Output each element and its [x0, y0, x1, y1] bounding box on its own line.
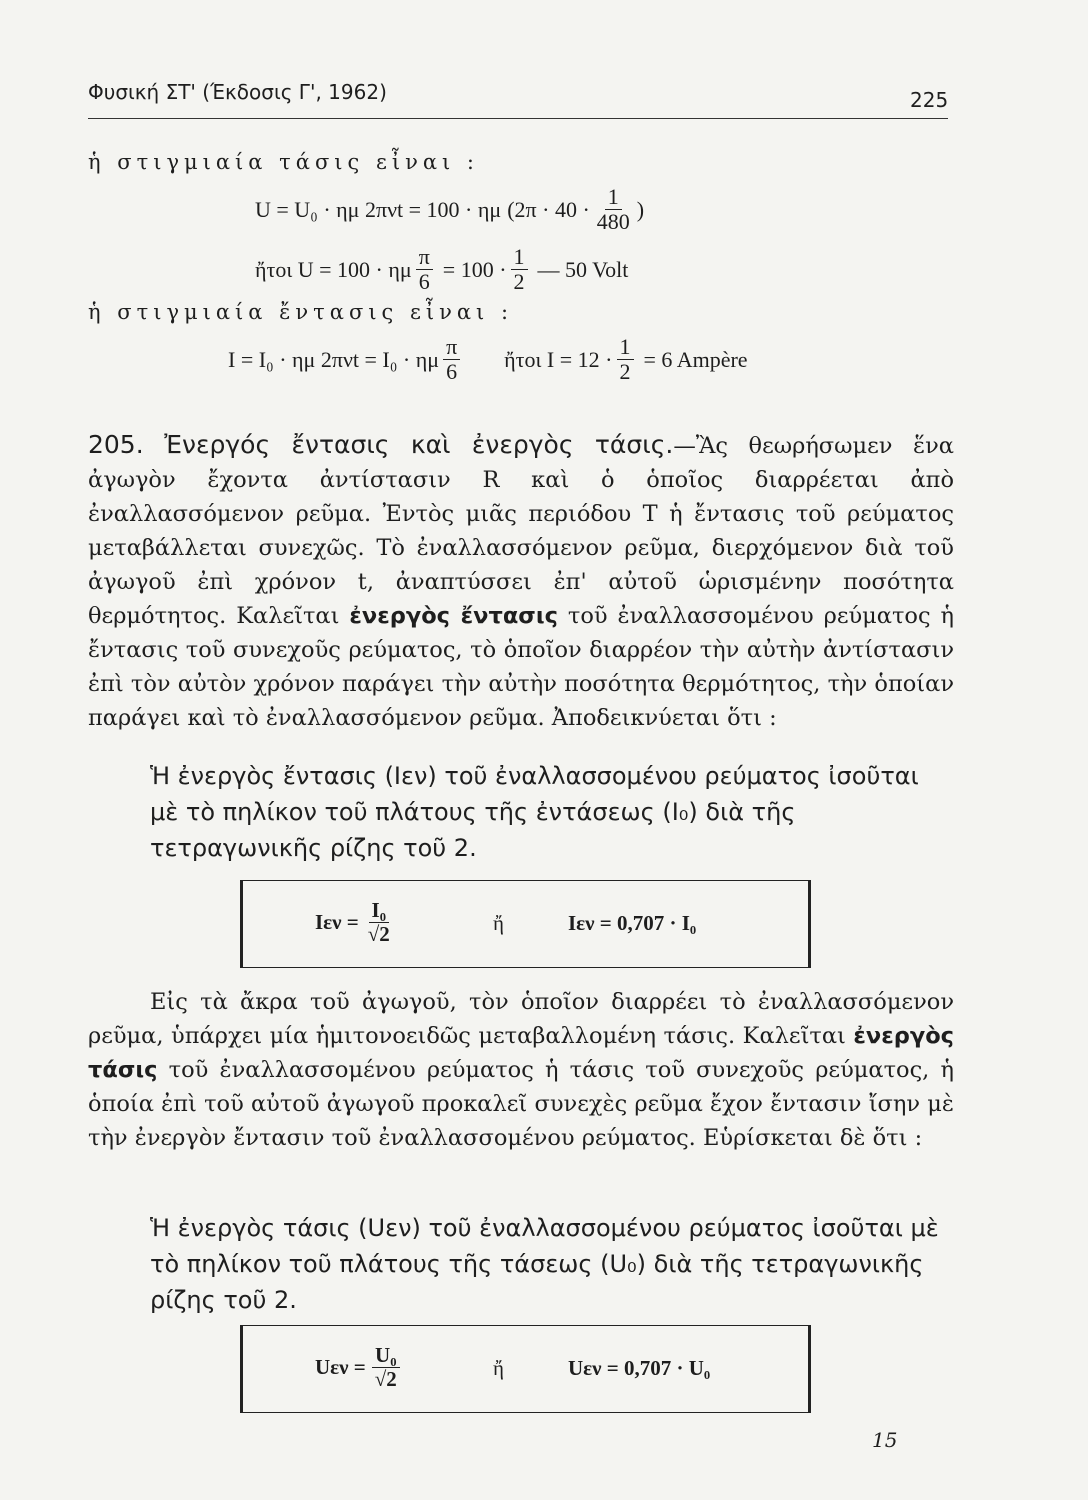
- page-number: 225: [910, 88, 949, 112]
- eq1-num: 1: [605, 185, 622, 210]
- header-rule: [88, 118, 948, 119]
- box1-num: I₀: [369, 899, 389, 923]
- eq3-den2: 2: [619, 359, 631, 385]
- statement-active-current: Ἡ ἐνεργὸς ἔντασις (Iεν) τοῦ ἐναλλασσομένου ρεύματος ἰσοῦται μὲ τὸ πηλίκον τοῦ πλάτους τῆς ἐντάσεως (I₀) διὰ τῆς τετραγωνικῆς ρίζης τοῦ 2.: [150, 762, 919, 862]
- eq1-fraction: [594, 185, 633, 234]
- eq2-frac-den: 6: [418, 269, 430, 295]
- equation-current: [228, 335, 748, 384]
- eq2-rhs: — 50 Volt: [537, 256, 629, 282]
- eq2-num: 1: [511, 245, 528, 270]
- para2-text-b: τοῦ ἐναλλασσομένου ρεύματος ἡ τάσις τοῦ συνεχοῦς ρεύματος, ἡ ὁποία ἐπὶ τοῦ αὐτοῦ ἀγωγοῦ προκαλεῖ συνεχὲς ρεῦμα ἔχον ἔντασιν ἴσην μὲ τὴν ἐνεργὸν ἔντασιν τοῦ ἐναλλασσομένου ρεύματος. Εὑρίσκεται δὲ ὅτι :: [88, 1057, 954, 1151]
- section-text-b: τοῦ ἐναλλασσομένου ρεύματος ἡ ἔντασις τοῦ συνεχοῦς ρεύματος, τὸ ὁποῖον διαρρέον τὴν αὐτὴν ἀντίστασιν ἐπὶ τὸν αὐτὸν χρόνον παράγει τὴν αὐτὴν ποσότητα θερμότητος, τὴν ὁποίαν παράγει καὶ τὸ ἐναλλασσόμενον ρεῦμα. Ἀποδεικνύεται ὅτι :: [88, 603, 955, 731]
- eq3-num: π: [443, 335, 460, 360]
- box1-lhs: Iεν =: [315, 910, 359, 935]
- box2-rhs: Uεν = 0,707 · U₀: [568, 1356, 711, 1380]
- formula-box-voltage: [240, 1325, 811, 1413]
- box1-rhs: Iεν = 0,707 · I₀: [568, 911, 697, 935]
- eq2-frac-num: π: [416, 245, 433, 270]
- term-active-voltage: ἐνεργὸς τάσις: [88, 1023, 954, 1083]
- eq2-fraction-2: [511, 245, 528, 294]
- book-title: Φυσική ΣΤ' (Έκδοσις Γ', 1962): [88, 80, 387, 104]
- box2-num: U₀: [372, 1344, 399, 1368]
- eq2-den: 2: [513, 269, 525, 295]
- eq3-rhs: = 6 Ampère: [643, 346, 748, 372]
- eq3-den: 6: [446, 359, 458, 385]
- term-active-current: ἐνεργὸς ἔντασις: [349, 603, 558, 629]
- inst-voltage-label: ἡ στιγμιαία τάσις εἶναι :: [88, 150, 479, 174]
- box2-or: ἤ: [493, 1356, 504, 1380]
- equation-voltage-1: [255, 185, 644, 234]
- section-text-a: —Ἂς θεωρήσωμεν ἕνα ἀγωγὸν ἔχοντα ἀντίστασιν R καὶ ὁ ὁποῖος διαρρέεται ἀπὸ ἐναλλασσόμενον ρεῦμα. Ἐντὸς μιᾶς περιόδου T ἡ ἔντασις τοῦ ρεύματος μεταβάλλεται συνεχῶς. Τὸ ἐναλλασσόμενον ρεῦμα, διερχόμενον διὰ τοῦ ἀγωγοῦ ἐπὶ χρόνον t, ἀναπτύσσει ἐπ' αὐτοῦ ὡρισμένην ποσότητα θερμότητος. Καλεῖται: [88, 433, 954, 629]
- section-number: 205.: [88, 430, 144, 459]
- inst-current-label: ἡ στιγμιαία ἔντασις εἶναι :: [88, 300, 514, 324]
- eq1-lhs: U = U₀ · ημ 2πνt = 100 · ημ: [255, 196, 502, 222]
- eq2-fraction: [416, 245, 433, 294]
- box1-or: ἤ: [493, 911, 504, 935]
- box2-den: √2: [374, 1367, 397, 1392]
- box1-den: √2: [367, 922, 390, 947]
- eq3-fraction-2: [617, 335, 634, 384]
- eq2-lhs: ἤτοι U = 100 · ημ: [255, 256, 412, 282]
- box1-fraction: [365, 899, 393, 946]
- equation-voltage-2: [255, 245, 628, 294]
- printer-signature: 15: [872, 1428, 898, 1452]
- eq2-mid: = 100 ·: [442, 256, 507, 282]
- box2-fraction: [372, 1344, 400, 1391]
- statement-active-voltage: Ἡ ἐνεργὸς τάσις (Uεν) τοῦ ἐναλλασσομένου ρεύματος ἰσοῦται μὲ τὸ πηλίκον τοῦ πλάτους τῆς τάσεως (U₀) διὰ τῆς τετραγωνικῆς ρίζης τοῦ 2.: [150, 1214, 939, 1314]
- section-205-paragraph: [88, 428, 954, 735]
- box1-formula-left: [315, 899, 397, 946]
- para2-text-a: Εἰς τὰ ἄκρα τοῦ ἀγωγοῦ, τὸν ὁποῖον διαρρέει τὸ ἐναλλασσόμενον ρεῦμα, ὑπάρχει μία ἡμιτονοειδῶς μεταβαλλομένη τάσις. Καλεῖται: [88, 989, 954, 1049]
- eq3-fraction: [443, 335, 460, 384]
- box2-lhs: Uεν =: [315, 1355, 366, 1380]
- box2-formula-left: [315, 1344, 404, 1391]
- eq1-close: ): [636, 196, 645, 222]
- eq1-open: (2π · 40 ·: [507, 196, 590, 222]
- eq3-num2: 1: [617, 335, 634, 360]
- eq3-mid: ἤτοι I = 12 ·: [504, 346, 613, 372]
- paragraph-active-voltage: [88, 985, 954, 1155]
- section-title: Ἐνεργός ἔντασις καὶ ἐνεργὸς τάσις.: [164, 430, 674, 459]
- eq1-den: 480: [596, 209, 630, 235]
- eq3-lhs: I = I₀ · ημ 2πνt = I₀ · ημ: [228, 346, 440, 372]
- formula-box-current: [240, 880, 811, 968]
